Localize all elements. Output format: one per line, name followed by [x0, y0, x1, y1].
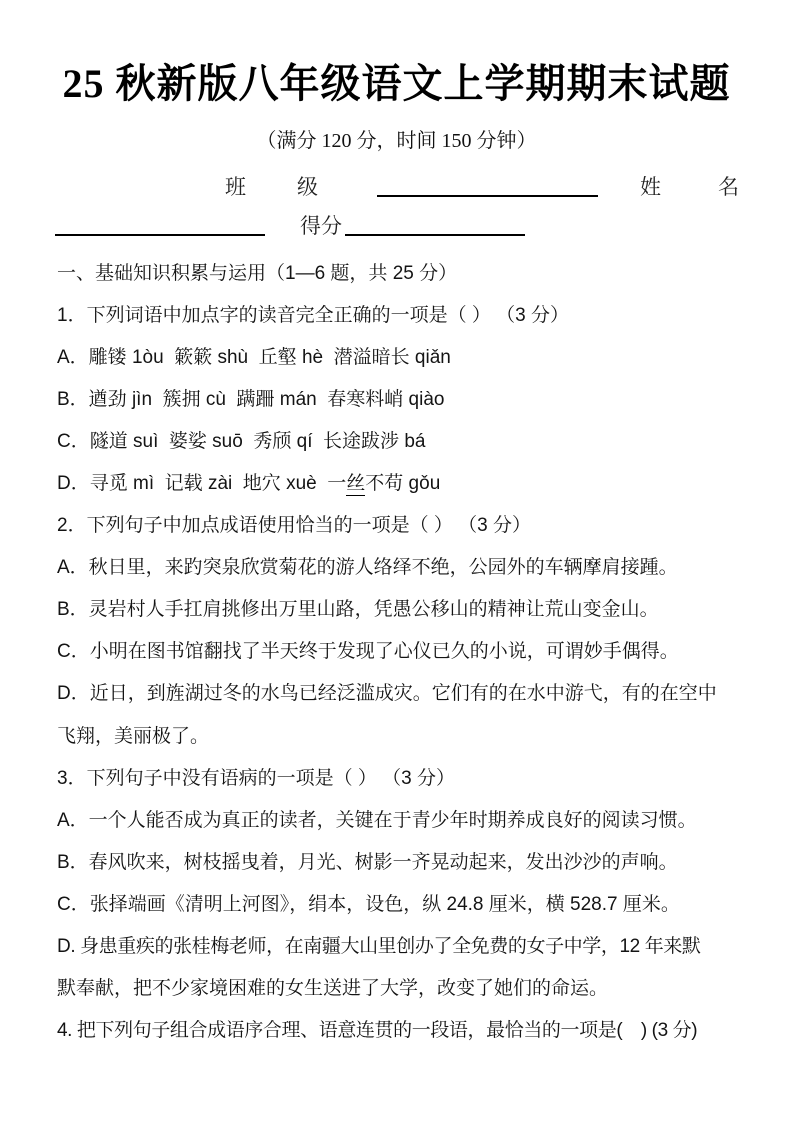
exam-body: [57, 250, 750, 1050]
question-1-option-c: C．隧道 suì 婆娑 suō 秀颀 qí 长途跋涉 bá: [57, 430, 426, 452]
page-title: 25 秋新版八年级语文上学期期末试题: [62, 61, 731, 106]
question-1-option-d: [57, 460, 750, 502]
question-2-option-d-line-1: D．近日，到旌湖过冬的水鸟已经泛滥成灾。它们有的在水中游弋，有的在空中: [57, 683, 717, 705]
score-blank-line: [345, 234, 525, 236]
question-3-option-d-line-1: D. 身患重疾的张桂梅老师，在南疆大山里创办了全免费的女子中学，12 年来默: [57, 936, 701, 958]
option-d-underlined-char: 丝: [346, 468, 365, 496]
question-3-option-d-line-2: 默奉献，把不少家境困难的女生送进了大学，改变了她们的命运。: [57, 978, 609, 1000]
section-1-heading: 一、基础知识积累与运用（1—6 题，共 25 分）: [57, 262, 458, 284]
question-2: 2．下列句子中加点成语使用恰当的一项是（ ） （3 分）: [57, 515, 531, 537]
question-2-option-a: A．秋日里，来趵突泉欣赏菊花的游人络绎不绝，公园外的车辆摩肩接踵。: [57, 557, 678, 579]
name-blank-line: [55, 234, 265, 236]
question-3-option-c: C．张择端画《清明上河图》，绢本，设色，纵 24.8 厘米，横 528.7 厘米。: [57, 893, 680, 915]
question-3: 3．下列句子中没有语病的一项是（ ） （3 分）: [57, 767, 455, 789]
question-2-option-d-line-2: 飞翔，美丽极了。: [57, 725, 210, 747]
option-d-text-pre: D．寻觅 mì 记载 zài 地穴 xuè 一: [57, 473, 347, 495]
option-d-text-post: 不苟 gǒu: [365, 473, 441, 495]
question-1-option-b: B．遒劲 jìn 簇拥 cù 蹒跚 mán 春寒料峭 qiào: [57, 388, 445, 410]
class-label-2: 级: [297, 175, 318, 199]
question-1: 1．下列词语中加点字的读音完全正确的一项是（ ） （3 分）: [57, 304, 569, 326]
score-label: 得分: [300, 214, 342, 238]
question-3-option-a: A．一个人能否成为真正的读者，关键在于青少年时期养成良好的阅读习惯。: [57, 809, 697, 831]
question-1-option-a: A．雕镂 1òu 簌簌 shù 丘壑 hè 潜溢暗长 qiǎn: [57, 346, 451, 368]
question-2-option-b: B．灵岩村人手扛肩挑修出万里山路，凭愚公移山的精神让荒山变金山。: [57, 599, 659, 621]
page-subtitle: （满分 120 分，时间 150 分钟）: [256, 130, 537, 152]
name-label-1: 姓: [640, 175, 661, 199]
name-label-2: 名: [718, 175, 739, 199]
class-label-1: 班: [225, 175, 246, 199]
question-3-option-b: B．春风吹来，树枝摇曳着，月光、树影一齐晃动起来，发出沙沙的声响。: [57, 851, 678, 873]
question-2-option-c: C．小明在图书馆翻找了半天终于发现了心仪已久的小说，可谓妙手偶得。: [57, 641, 679, 663]
class-blank-line: [377, 195, 598, 197]
question-4: 4. 把下列句子组合成语序合理、语意连贯的一段语，最恰当的一项是( ) (3 分): [57, 1020, 698, 1042]
